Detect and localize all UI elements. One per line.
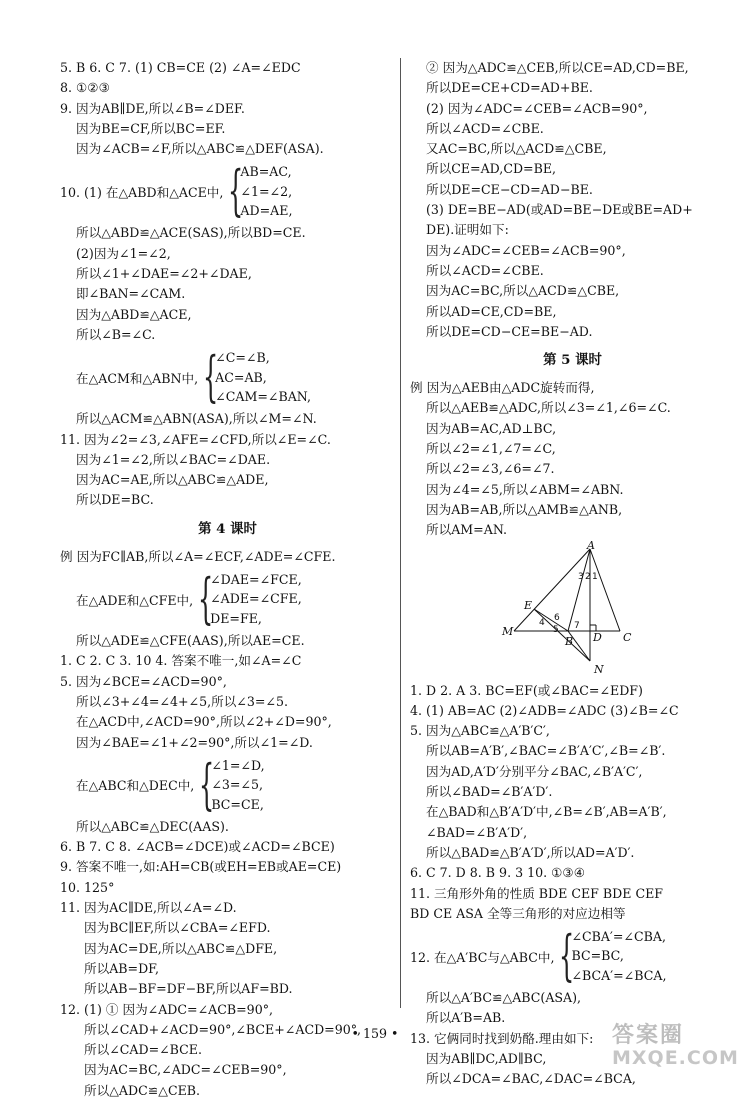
brace-row: ∠3=∠5, <box>211 777 263 793</box>
brace-row: BC=CE, <box>211 796 264 812</box>
answer-line: 所以∠DCA=∠BAC,∠DAC=∠BCA, <box>426 1071 636 1087</box>
answer-line: 例 因为FC∥AB,所以∠A=∠ECF,∠ADE=∠CFE. <box>60 548 336 564</box>
answer-line: 在△BAD和△B′A′D′中,∠B=∠B′,AB=A′B′, <box>426 804 667 820</box>
answer-line: 因为AC=DE,所以△ABC≌△DFE, <box>84 940 278 956</box>
answer-line: 所以DE=CD−CE=BE−AD. <box>426 323 593 339</box>
answer-line: 所以∠CAD+∠ACD=90°,∠BCE+∠ACD=90°, <box>84 1021 362 1037</box>
answer-line: 1. C 2. C 3. 10 4. 答案不唯一,如∠A=∠C <box>60 653 302 669</box>
section-heading: 第 5 课时 <box>543 352 602 369</box>
answer-line: 例 因为△AEB由△ADC旋转而得, <box>410 380 595 396</box>
answer-line: 因为BC∥EF,所以∠CBA=∠EFD. <box>84 920 271 936</box>
angle-label-6: 6 <box>554 612 560 623</box>
answer-line: 所以∠B=∠C. <box>76 326 156 342</box>
label-d: D <box>593 630 602 644</box>
angle-label-7: 7 <box>574 620 580 631</box>
answer-line: 所以△ABC≌△DEC(AAS). <box>76 818 229 834</box>
answer-line: 所以DE=CE+CD=AD+BE. <box>426 80 593 96</box>
answer-line: 1. D 2. A 3. BC=EF(或∠BAC=∠EDF) <box>410 682 643 698</box>
answer-line: 6. B 7. C 8. ∠ACB=∠DCE)或∠ACD=∠BCE) <box>60 839 335 855</box>
brace-lead: 在△ACM和△ABN中, <box>76 370 199 386</box>
brace-row: BC=BC, <box>571 948 624 964</box>
answer-line: 因为AD,A′D′分别平分∠BAC,∠B′A′C′, <box>426 763 643 779</box>
column-divider <box>400 58 401 1008</box>
answer-line: 5. 因为△ABC≌△A′B′C′, <box>410 723 550 739</box>
answer-line: 所以DE=CE−CD=AD−BE. <box>426 181 593 197</box>
left-brace-icon: { <box>199 752 215 816</box>
angle-label-1: 1 <box>592 571 598 582</box>
answer-line: 所以DE=BC. <box>76 492 154 508</box>
answer-line: (2)因为∠1=∠2, <box>76 245 171 261</box>
answer-line: 所以CE=AD,CD=BE, <box>426 161 557 177</box>
brace-row: AC=AB, <box>215 369 267 385</box>
watermark-logo <box>612 1018 739 1069</box>
brace-row: ∠CBA′=∠CBA, <box>571 928 666 944</box>
answer-line: BD CE ASA 全等三角形的对应边相等 <box>410 905 626 921</box>
answer-line: 在△ACD中,∠ACD=90°,所以∠2+∠D=90°, <box>76 714 332 730</box>
left-brace-icon: { <box>197 567 214 631</box>
answer-line: 所以∠2=∠1,∠7=∠C, <box>426 441 556 457</box>
brace-lead: 12. 在△A′BC与△ABC中, <box>410 949 555 965</box>
page-number: • 159 • <box>351 1026 399 1041</box>
brace-system <box>60 752 395 816</box>
answer-line: 9. 因为AB∥DE,所以∠B=∠DEF. <box>60 100 245 116</box>
answer-line: 所以△ADE≌△CFE(AAS),所以AE=CE. <box>76 633 305 649</box>
angle-label-3: 3 <box>578 571 584 582</box>
watermark-line-2: MXQE.COM <box>612 1047 739 1069</box>
angle-label-5: 5 <box>553 624 559 635</box>
answer-line: 所以A′B=AB. <box>426 1010 506 1026</box>
answer-line: 13. 它俩同时找到奶酪.理由如下: <box>410 1030 594 1046</box>
brace-row: ∠BCA′=∠BCA, <box>571 967 667 983</box>
answer-line: ② 因为△ADC≌△CEB,所以CE=AD,CD=BE, <box>426 60 689 75</box>
left-column <box>60 58 395 1101</box>
answer-line: (2) 因为∠ADC=∠CEB=∠ACB=90°, <box>426 100 648 116</box>
answer-line: 5. B 6. C 7. (1) CB=CE (2) ∠A=∠EDC <box>60 60 301 75</box>
answer-line: 11. 因为∠2=∠3,∠AFE=∠CFD,所以∠E=∠C. <box>60 431 331 447</box>
answer-line: 因为∠ADC=∠CEB=∠ACB=90°, <box>426 242 626 258</box>
watermark-line-1: 答案圈 <box>612 1023 685 1048</box>
brace-row: ∠C=∠B, <box>215 350 270 366</box>
brace-lead: 在△ADE和△CFE中, <box>76 592 194 608</box>
answer-line: 所以∠ACD=∠CBE. <box>426 120 544 136</box>
triangle-diagram <box>490 541 640 677</box>
answer-line: 因为∠4=∠5,所以∠ABM=∠ABN. <box>426 481 624 497</box>
answer-line: 所以AD=CE,CD=BE, <box>426 303 557 319</box>
answer-line: 所以∠2=∠3,∠6=∠7. <box>426 461 555 477</box>
answer-line: 12. (1) ① 因为∠ADC=∠ACB=90°, <box>60 1001 274 1017</box>
answer-line: 11. 三角形外角的性质 BDE CEF BDE CEF <box>410 885 664 901</box>
brace-row: ∠CAM=∠BAN, <box>215 389 312 405</box>
answer-line: 所以∠1+∠DAE=∠2+∠DAE, <box>76 266 252 282</box>
answer-line: ∠BAD=∠B′A′D′, <box>426 824 528 840</box>
brace-row: AB=AC, <box>240 164 292 180</box>
answer-line: 因为∠BAE=∠1+∠2=90°,所以∠1=∠D. <box>76 734 313 750</box>
answer-line: 所以△ACM≌△ABN(ASA),所以∠M=∠N. <box>76 411 317 427</box>
brace-system <box>60 569 395 629</box>
answer-line: 所以∠ACD=∠CBE. <box>426 262 544 278</box>
brace-row: AD=AE, <box>240 203 293 219</box>
right-column <box>410 58 735 1090</box>
brace-system <box>60 347 395 407</box>
label-n: N <box>594 662 604 676</box>
answer-line: 所以△A′BC≌△ABC(ASA), <box>426 990 582 1006</box>
answer-line: 所以△BAD≌△B′A′D′,所以AD=A′D′. <box>426 844 635 860</box>
brace-row: ∠1=∠2, <box>240 183 293 199</box>
answer-line: 6. C 7. D 8. B 9. 3 10. ①③④ <box>410 865 585 881</box>
brace-system <box>410 926 735 986</box>
answer-line: 因为∠1=∠2,所以∠BAC=∠DAE. <box>76 451 271 467</box>
answer-line: (3) DE=BE−AD(或AD=BE−DE或BE=AD+ <box>426 202 693 218</box>
answer-line: 因为△ABD≌△ACE, <box>76 306 192 322</box>
answer-line: 所以△ADC≌△CEB. <box>84 1082 201 1098</box>
answer-line: DE).证明如下: <box>426 222 509 238</box>
brace-row: DE=FE, <box>210 610 262 626</box>
label-a: A <box>587 540 595 552</box>
answer-line: 因为AC=AE,所以△ABC≌△ADE, <box>76 472 269 488</box>
answer-line: 因为AB=AB,所以△AMB≌△ANB, <box>426 501 623 517</box>
answer-line: 8. ①②③ <box>60 80 110 96</box>
answer-line: 因为AC=BC,∠ADC=∠CEB=90°, <box>84 1062 287 1078</box>
answer-line: 所以△ABD≌△ACE(SAS),所以BD=CE. <box>76 225 306 241</box>
answer-line: 所以△AEB≌△ADC,所以∠3=∠1,∠6=∠C. <box>426 400 671 416</box>
answer-line: 10. 125° <box>60 879 115 895</box>
answer-line: 5. 因为∠BCE=∠ACD=90°, <box>60 673 227 689</box>
label-c: C <box>623 630 632 644</box>
brace-lead: 在△ABC和△DEC中, <box>76 778 195 794</box>
answer-line: 9. 答案不唯一,如:AH=CB(或EH=EB或AE=CE) <box>60 859 342 875</box>
segment-en <box>534 609 590 661</box>
answer-line: 所以AM=AN. <box>426 522 508 538</box>
answer-line: 因为AB=AC,AD⊥BC, <box>426 420 557 436</box>
left-brace-icon: { <box>559 924 575 988</box>
brace-row: ∠DAE=∠FCE, <box>210 571 302 587</box>
answer-line: 4. (1) AB=AC (2)∠ADB=∠ADC (3)∠B=∠C <box>410 702 679 718</box>
answer-line: 因为AB∥DC,AD∥BC, <box>426 1050 547 1066</box>
left-brace-icon: { <box>203 345 219 409</box>
answer-line: 所以∠3+∠4=∠4+∠5,所以∠3=∠5. <box>76 693 288 709</box>
answer-line: 所以AB−BF=DF−BF,所以AF=BD. <box>84 981 293 997</box>
label-m: M <box>502 624 514 638</box>
answer-line: 所以AB=A′B′,∠BAC=∠B′A′C′,∠B=∠B′. <box>426 743 666 759</box>
angle-label-4: 4 <box>539 617 545 628</box>
answer-line: 所以AB=DF, <box>84 960 159 976</box>
answer-line: 所以∠CAD=∠BCE. <box>84 1042 202 1058</box>
angle-label-2: 2 <box>585 571 591 582</box>
label-b: B <box>565 634 574 648</box>
answer-line: 所以∠BAD=∠B′A′D′. <box>426 784 553 800</box>
left-brace-icon: { <box>228 159 244 223</box>
answer-line: 即∠BAN=∠CAM. <box>76 286 186 302</box>
label-e: E <box>524 598 533 612</box>
segment-ac <box>590 549 620 631</box>
brace-row: ∠1=∠D, <box>211 757 265 773</box>
answer-line: 因为∠ACB=∠F,所以△ABC≌△DEF(ASA). <box>76 141 324 157</box>
geometry-figure <box>410 541 735 681</box>
brace-row: ∠ADE=∠CFE, <box>210 591 302 607</box>
answer-line: 因为BE=CF,所以BC=EF. <box>76 120 226 136</box>
brace-system <box>60 161 395 221</box>
answer-line: 11. 因为AC∥DE,所以∠A=∠D. <box>60 900 237 916</box>
answer-line: 因为AC=BC,所以△ACD≌△CBE, <box>426 283 620 299</box>
section-heading: 第 4 课时 <box>198 520 257 537</box>
brace-lead: 10. (1) 在△ABD和△ACE中, <box>60 184 224 200</box>
answer-line: 又AC=BC,所以△ACD≌△CBE, <box>426 141 607 157</box>
